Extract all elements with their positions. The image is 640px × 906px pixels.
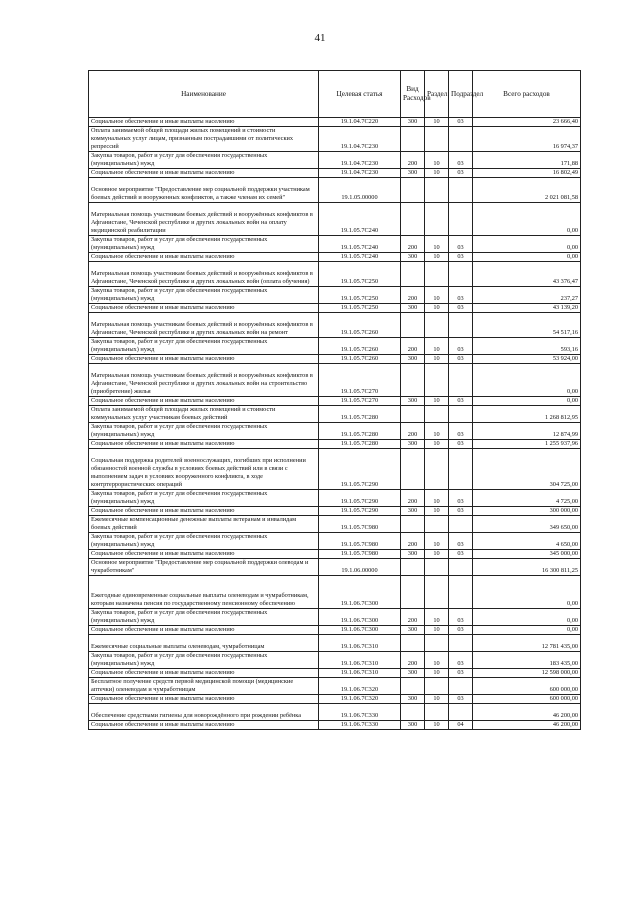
row-section xyxy=(425,364,449,397)
table-row xyxy=(89,635,581,652)
row-total: 349 650,00 xyxy=(473,516,581,533)
row-target-article: 19.1.05.7С250 xyxy=(319,262,401,287)
row-section xyxy=(425,313,449,338)
row-subsection xyxy=(449,516,473,533)
row-target-article: 19.1.05.7С260 xyxy=(319,313,401,338)
row-subsection: 03 xyxy=(449,609,473,626)
row-target-article: 19.1.05.7С280 xyxy=(319,423,401,440)
table-row xyxy=(89,559,581,576)
row-total: 600 000,00 xyxy=(473,678,581,695)
row-expense-type xyxy=(401,516,425,533)
row-section: 10 xyxy=(425,355,449,364)
row-target-article: 19.1.05.7С280 xyxy=(319,406,401,423)
row-subsection: 03 xyxy=(449,287,473,304)
table-row xyxy=(89,576,581,609)
page-number: 41 xyxy=(314,32,326,44)
row-section xyxy=(425,178,449,203)
row-subsection: 03 xyxy=(449,338,473,355)
row-target-article: 19.1.05.7С250 xyxy=(319,287,401,304)
row-expense-type: 300 xyxy=(401,169,425,178)
row-target-article: 19.1.06.7С310 xyxy=(319,669,401,678)
row-target-article: 19.1.05.7С260 xyxy=(319,338,401,355)
row-name: Социальное обеспечение и иные выплаты населению xyxy=(89,118,319,127)
row-subsection xyxy=(449,203,473,236)
row-target-article: 19.1.04.7С230 xyxy=(319,169,401,178)
row-total: 46 200,00 xyxy=(473,721,581,730)
table-row xyxy=(89,313,581,338)
table-row xyxy=(89,533,581,550)
row-name: Основное мероприятие "Предоставление мер социальной поддержки олеводам и чукработникам" xyxy=(89,559,319,576)
table-row xyxy=(89,609,581,626)
row-name: Ежемесячные социальные выплаты оленеводам, чумработницам xyxy=(89,635,319,652)
table-row xyxy=(89,262,581,287)
row-total: 1 268 812,95 xyxy=(473,406,581,423)
row-name: Закупка товаров, работ и услуг для обеспечения государственных (муниципальных) нужд xyxy=(89,152,319,169)
row-name: Оплата занимаемой общей площади жилых помещений и стоимости коммунальных услуг участникам боевых действий xyxy=(89,406,319,423)
row-expense-type: 300 xyxy=(401,118,425,127)
table-row xyxy=(89,678,581,695)
row-target-article: 19.1.05.7С280 xyxy=(319,440,401,449)
row-subsection xyxy=(449,127,473,152)
row-name: Закупка товаров, работ и услуг для обеспечения государственных (муниципальных) нужд xyxy=(89,533,319,550)
row-section xyxy=(425,576,449,609)
row-name: Социальное обеспечение и иные выплаты населению xyxy=(89,304,319,313)
row-subsection: 03 xyxy=(449,550,473,559)
row-expense-type xyxy=(401,704,425,721)
row-name: Социальное обеспечение и иные выплаты населению xyxy=(89,253,319,262)
table-row xyxy=(89,364,581,397)
row-subsection: 03 xyxy=(449,152,473,169)
row-total: 12 598 000,00 xyxy=(473,669,581,678)
row-expense-type xyxy=(401,559,425,576)
row-total: 593,16 xyxy=(473,338,581,355)
row-subsection: 03 xyxy=(449,253,473,262)
row-subsection: 03 xyxy=(449,440,473,449)
row-expense-type: 200 xyxy=(401,533,425,550)
row-expense-type: 300 xyxy=(401,669,425,678)
row-name: Социальное обеспечение и иные выплаты населению xyxy=(89,626,319,635)
row-target-article: 19.1.06.7С320 xyxy=(319,678,401,695)
row-total: 1 255 937,96 xyxy=(473,440,581,449)
row-total: 4 725,00 xyxy=(473,490,581,507)
row-total: 2 021 081,58 xyxy=(473,178,581,203)
row-section: 10 xyxy=(425,152,449,169)
header-subsection: Подраздел xyxy=(449,71,473,118)
table-row xyxy=(89,704,581,721)
row-subsection: 03 xyxy=(449,169,473,178)
row-target-article: 19.1.04.7С230 xyxy=(319,152,401,169)
row-section: 10 xyxy=(425,609,449,626)
table-row xyxy=(89,406,581,423)
row-target-article: 19.1.05.7С290 xyxy=(319,490,401,507)
row-section: 10 xyxy=(425,721,449,730)
row-total: 54 517,16 xyxy=(473,313,581,338)
row-section: 10 xyxy=(425,236,449,253)
table-row xyxy=(89,304,581,313)
row-expense-type xyxy=(401,678,425,695)
row-expense-type xyxy=(401,576,425,609)
row-section xyxy=(425,516,449,533)
row-subsection xyxy=(449,704,473,721)
row-name: Социальное обеспечение и иные выплаты населению xyxy=(89,695,319,704)
row-name: Закупка товаров, работ и услуг для обеспечения государственных (муниципальных) нужд xyxy=(89,490,319,507)
row-name: Материальная помощь участникам боевых действий и вооружённых конфликтов в Афганистане, Чеченской республике и других локальных войн (оплата обучения) xyxy=(89,262,319,287)
row-section xyxy=(425,262,449,287)
table-row xyxy=(89,118,581,127)
row-subsection xyxy=(449,406,473,423)
row-section xyxy=(425,127,449,152)
row-expense-type xyxy=(401,364,425,397)
header-target-article: Целевая статья xyxy=(319,71,401,118)
row-expense-type xyxy=(401,313,425,338)
row-subsection: 03 xyxy=(449,507,473,516)
row-target-article: 19.1.04.7С220 xyxy=(319,118,401,127)
row-subsection: 03 xyxy=(449,626,473,635)
row-subsection xyxy=(449,576,473,609)
row-target-article: 19.1.05.7С290 xyxy=(319,449,401,490)
header-total: Всего расходов xyxy=(473,71,581,118)
row-subsection: 03 xyxy=(449,669,473,678)
row-expense-type: 300 xyxy=(401,695,425,704)
row-subsection xyxy=(449,364,473,397)
row-section: 10 xyxy=(425,118,449,127)
table-row xyxy=(89,669,581,678)
row-subsection: 04 xyxy=(449,721,473,730)
row-section: 10 xyxy=(425,423,449,440)
row-expense-type xyxy=(401,406,425,423)
row-expense-type: 300 xyxy=(401,355,425,364)
row-target-article: 19.1.06.7С330 xyxy=(319,721,401,730)
row-expense-type: 200 xyxy=(401,423,425,440)
row-expense-type: 200 xyxy=(401,652,425,669)
row-expense-type: 300 xyxy=(401,253,425,262)
row-target-article: 19.1.05.7С240 xyxy=(319,203,401,236)
row-name: Оплата занимаемой общей площади жилых помещений и стоимости коммунальных услуг лицам, признанным пострадавшими от политических репрессий xyxy=(89,127,319,152)
row-section: 10 xyxy=(425,440,449,449)
row-name: Материальная помощь участникам боевых действий и вооружённых конфликтов в Афганистане, Чеченской республике и других локальных войн на строительство (приобретение) жилья xyxy=(89,364,319,397)
table-row xyxy=(89,507,581,516)
row-total: 16 974,37 xyxy=(473,127,581,152)
row-subsection: 03 xyxy=(449,423,473,440)
row-total: 171,88 xyxy=(473,152,581,169)
row-section xyxy=(425,704,449,721)
row-section xyxy=(425,559,449,576)
row-name: Обеспечение средствами гигиены для новорождённого при рождении ребёнка xyxy=(89,704,319,721)
row-section xyxy=(425,678,449,695)
row-target-article: 19.1.05.7С980 xyxy=(319,533,401,550)
row-name: Бесплатное получение средств первой медицинской помощи (медицинские аптечки) оленеводам и чумработницам xyxy=(89,678,319,695)
table-row xyxy=(89,397,581,406)
table-row xyxy=(89,355,581,364)
row-name: Социальное обеспечение и иные выплаты населению xyxy=(89,507,319,516)
row-name: Материальная помощь участникам боевых действий и вооружённых конфликтов в Афганистане, Чеченской республике и других локальных войн на оплату медицинской реабилитации xyxy=(89,203,319,236)
row-total: 0,00 xyxy=(473,576,581,609)
row-subsection xyxy=(449,559,473,576)
row-expense-type: 300 xyxy=(401,440,425,449)
row-name: Социальное обеспечение и иные выплаты населению xyxy=(89,550,319,559)
row-total: 345 000,00 xyxy=(473,550,581,559)
row-subsection: 03 xyxy=(449,490,473,507)
row-name: Социальное обеспечение и иные выплаты населению xyxy=(89,397,319,406)
row-target-article: 19.1.05.7С240 xyxy=(319,253,401,262)
row-expense-type: 300 xyxy=(401,626,425,635)
row-name: Материальная помощь участникам боевых действий и вооружённых конфликтов в Афганистане, Чеченской республике и других локальных войн на ремонт xyxy=(89,313,319,338)
row-name: Социальное обеспечение и иные выплаты населению xyxy=(89,355,319,364)
row-section: 10 xyxy=(425,490,449,507)
row-total: 183 435,00 xyxy=(473,652,581,669)
row-target-article: 19.1.05.7С250 xyxy=(319,304,401,313)
row-name: Социальная поддержка родителей военнослужащих, погибших при исполнении обязанностей военной службы в условиях боевых действий или в связи с выполнением задач в условиях вооруженного конфликта, в ходе контртеррористических операций xyxy=(89,449,319,490)
row-subsection xyxy=(449,262,473,287)
row-section: 10 xyxy=(425,338,449,355)
row-target-article: 19.1.06.7С300 xyxy=(319,576,401,609)
row-total: 0,00 xyxy=(473,626,581,635)
row-section: 10 xyxy=(425,669,449,678)
table-row xyxy=(89,423,581,440)
row-section: 10 xyxy=(425,287,449,304)
row-expense-type: 200 xyxy=(401,152,425,169)
row-subsection: 03 xyxy=(449,695,473,704)
table-row xyxy=(89,516,581,533)
row-subsection xyxy=(449,449,473,490)
table-row xyxy=(89,287,581,304)
row-target-article: 19.1.05.00000 xyxy=(319,178,401,203)
table-row xyxy=(89,490,581,507)
row-expense-type: 300 xyxy=(401,397,425,406)
row-subsection xyxy=(449,635,473,652)
table-row xyxy=(89,338,581,355)
row-expense-type: 200 xyxy=(401,338,425,355)
row-total: 53 924,00 xyxy=(473,355,581,364)
row-expense-type xyxy=(401,127,425,152)
row-total: 23 666,40 xyxy=(473,118,581,127)
row-name: Социальное обеспечение и иные выплаты населению xyxy=(89,721,319,730)
table-row xyxy=(89,152,581,169)
row-expense-type: 300 xyxy=(401,550,425,559)
row-subsection xyxy=(449,313,473,338)
row-total: 16 802,49 xyxy=(473,169,581,178)
row-name: Основное мероприятие "Предоставление мер социальной поддержки участникам боевых действий и вооруженных конфликтов, а также членам их семей" xyxy=(89,178,319,203)
row-name: Закупка товаров, работ и услуг для обеспечения государственных (муниципальных) нужд xyxy=(89,652,319,669)
row-name: Социальное обеспечение и иные выплаты населению xyxy=(89,669,319,678)
row-section: 10 xyxy=(425,652,449,669)
table-header-row xyxy=(89,71,581,118)
row-target-article: 19.1.05.7С260 xyxy=(319,355,401,364)
row-section: 10 xyxy=(425,253,449,262)
row-target-article: 19.1.05.7С980 xyxy=(319,550,401,559)
row-expense-type xyxy=(401,262,425,287)
table-row xyxy=(89,626,581,635)
header-section: Раздел xyxy=(425,71,449,118)
table-row xyxy=(89,440,581,449)
row-section: 10 xyxy=(425,695,449,704)
row-total: 12 874,99 xyxy=(473,423,581,440)
table-row xyxy=(89,178,581,203)
row-target-article: 19.1.05.7С270 xyxy=(319,397,401,406)
row-section: 10 xyxy=(425,626,449,635)
row-expense-type: 200 xyxy=(401,490,425,507)
row-target-article: 19.1.06.7С310 xyxy=(319,652,401,669)
row-total: 600 000,00 xyxy=(473,695,581,704)
row-name: Социальное обеспечение и иные выплаты населению xyxy=(89,169,319,178)
row-expense-type: 200 xyxy=(401,287,425,304)
row-subsection: 03 xyxy=(449,304,473,313)
row-total: 0,00 xyxy=(473,397,581,406)
row-total: 12 781 435,00 xyxy=(473,635,581,652)
row-subsection: 03 xyxy=(449,533,473,550)
row-total: 16 300 811,25 xyxy=(473,559,581,576)
table-row xyxy=(89,652,581,669)
row-name: Закупка товаров, работ и услуг для обеспечения государственных (муниципальных) нужд xyxy=(89,423,319,440)
row-total: 0,00 xyxy=(473,364,581,397)
row-name: Закупка товаров, работ и услуг для обеспечения государственных (муниципальных) нужд xyxy=(89,609,319,626)
expenses-table xyxy=(88,70,581,730)
row-target-article: 19.1.06.7С300 xyxy=(319,609,401,626)
table-row xyxy=(89,169,581,178)
row-total: 304 725,00 xyxy=(473,449,581,490)
row-section: 10 xyxy=(425,304,449,313)
row-section: 10 xyxy=(425,397,449,406)
row-expense-type: 300 xyxy=(401,304,425,313)
row-total: 237,27 xyxy=(473,287,581,304)
table-row xyxy=(89,721,581,730)
row-name: Ежегодные единовременные социальные выплаты оленеводам и чумработникам, которым назначена пенсия по государственному пенсионному обеспечению xyxy=(89,576,319,609)
header-name: Наименование xyxy=(89,71,319,118)
row-target-article: 19.1.05.7С240 xyxy=(319,236,401,253)
row-expense-type: 300 xyxy=(401,721,425,730)
header-expense-type: Вид Расходов xyxy=(401,71,425,118)
row-expense-type: 200 xyxy=(401,236,425,253)
row-target-article: 19.1.06.7С320 xyxy=(319,695,401,704)
row-section xyxy=(425,449,449,490)
row-subsection: 03 xyxy=(449,355,473,364)
row-target-article: 19.1.06.7С330 xyxy=(319,704,401,721)
table-row xyxy=(89,203,581,236)
row-target-article: 19.1.05.7С270 xyxy=(319,364,401,397)
row-name: Социальное обеспечение и иные выплаты населению xyxy=(89,440,319,449)
row-name: Ежемесячные компенсационные денежные выплаты ветеранам и инвалидам боевых действий xyxy=(89,516,319,533)
row-target-article: 19.1.05.7С980 xyxy=(319,516,401,533)
row-subsection: 03 xyxy=(449,652,473,669)
table-row xyxy=(89,695,581,704)
row-section: 10 xyxy=(425,533,449,550)
table-row xyxy=(89,550,581,559)
row-section xyxy=(425,203,449,236)
table-row xyxy=(89,236,581,253)
row-expense-type: 300 xyxy=(401,507,425,516)
row-expense-type: 200 xyxy=(401,609,425,626)
row-target-article: 19.1.04.7С230 xyxy=(319,127,401,152)
row-total: 0,00 xyxy=(473,236,581,253)
row-name: Закупка товаров, работ и услуг для обеспечения государственных (муниципальных) нужд xyxy=(89,236,319,253)
row-section xyxy=(425,406,449,423)
row-subsection: 03 xyxy=(449,397,473,406)
row-expense-type xyxy=(401,449,425,490)
row-target-article: 19.1.06.00000 xyxy=(319,559,401,576)
row-total: 46 200,00 xyxy=(473,704,581,721)
row-total: 0,00 xyxy=(473,609,581,626)
row-target-article: 19.1.06.7С310 xyxy=(319,635,401,652)
row-target-article: 19.1.05.7С290 xyxy=(319,507,401,516)
table-row xyxy=(89,449,581,490)
table-row xyxy=(89,127,581,152)
row-total: 43 376,47 xyxy=(473,262,581,287)
table-row xyxy=(89,253,581,262)
row-section: 10 xyxy=(425,507,449,516)
row-name: Закупка товаров, работ и услуг для обеспечения государственных (муниципальных) нужд xyxy=(89,287,319,304)
row-section: 10 xyxy=(425,550,449,559)
row-total: 43 139,20 xyxy=(473,304,581,313)
row-total: 300 000,00 xyxy=(473,507,581,516)
row-expense-type xyxy=(401,203,425,236)
row-total: 4 650,00 xyxy=(473,533,581,550)
row-section: 10 xyxy=(425,169,449,178)
row-expense-type xyxy=(401,178,425,203)
row-subsection xyxy=(449,678,473,695)
row-total: 0,00 xyxy=(473,253,581,262)
row-subsection: 03 xyxy=(449,236,473,253)
row-name: Закупка товаров, работ и услуг для обеспечения государственных (муниципальных) нужд xyxy=(89,338,319,355)
row-subsection: 03 xyxy=(449,118,473,127)
row-section xyxy=(425,635,449,652)
row-total: 0,00 xyxy=(473,203,581,236)
row-subsection xyxy=(449,178,473,203)
row-expense-type xyxy=(401,635,425,652)
row-target-article: 19.1.06.7С300 xyxy=(319,626,401,635)
